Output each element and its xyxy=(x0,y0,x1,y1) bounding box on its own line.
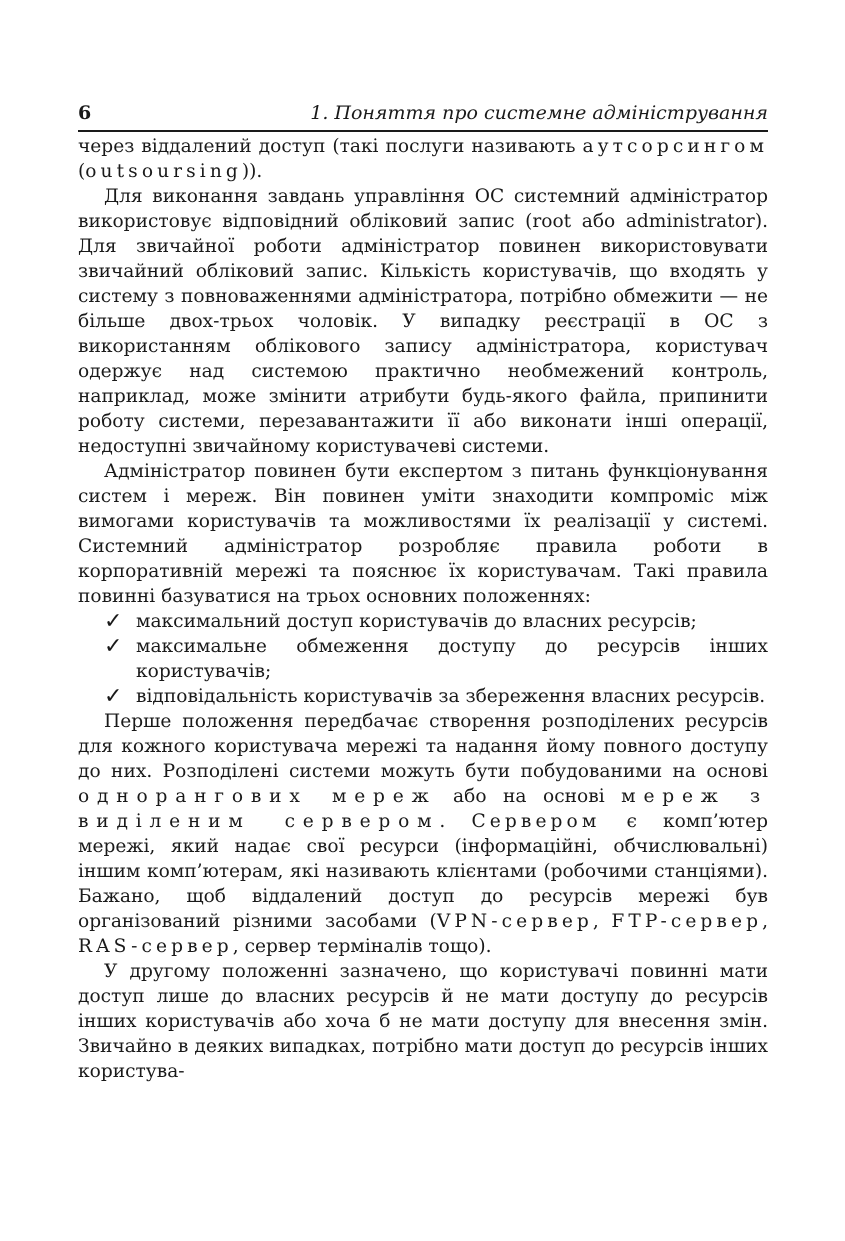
term-vpn-server: VPN-сервер xyxy=(436,911,593,932)
text-fragment: )). xyxy=(241,161,263,182)
term-server: Сервером xyxy=(471,811,601,832)
list-item xyxy=(104,609,768,634)
principles-list xyxy=(78,609,768,709)
list-item-text: відповідальність користувачів за збереження власних ресурсів. xyxy=(136,686,766,707)
term-outsourcing-en: outsoursing xyxy=(85,161,242,182)
list-item-text: максимальне обмеження доступу до ресурсів інших користувачів; xyxy=(136,636,768,682)
list-item-text: максимальний доступ користувачів до власних ресурсів; xyxy=(136,611,697,632)
text-fragment: , xyxy=(592,911,612,932)
running-header xyxy=(78,100,768,132)
term-server-networks: мереж з виділеним сервером xyxy=(78,786,768,832)
text-fragment: Перше положення передбачає створення розподілених ресурсів для кожного користувача мережі та надання йому повного доступу до них. Розподілені системи можуть бути побудованими на основі xyxy=(78,711,768,782)
list-item xyxy=(104,634,768,684)
paragraph-admin-account: Для виконання завдань управління ОС системний адміністратор використовує відповідний обліковий запис (root або administrator). Для звичайної роботи адміністратор повинен використовувати звичайний обліковий запис. Кількість користувачів, що входять у систему з повноваженнями адміністратора, потрібно обмежити — не більше двох-трьох чоловік. У випадку реєстрації в ОС з використанням облікового запису адміністратора, користувач одержує над системою практично необмежений контроль, наприклад, може змінити атрибути будь-якого файла, припинити роботу системи, перезавантажити її або виконати інші операції, недоступні звичайному користувачеві системи. xyxy=(78,186,768,457)
text-fragment: через віддалений доступ (такі послуги називають xyxy=(78,136,583,157)
paragraph-first-principle xyxy=(78,709,768,959)
paragraph-admin-expert: Адміністратор повинен бути експертом з питань функціонування систем і мереж. Він повинен уміти знаходити компроміс між вимогами користувачів та можливостями їх реалізації у системі. Системний адміністратор розробляє правила роботи в корпоративній мережі та пояснює їх користувачам. Такі правила повинні базуватися на трьох основних положеннях: xyxy=(78,461,768,607)
text-fragment: ( xyxy=(78,161,86,182)
page-number: 6 xyxy=(78,102,92,124)
paragraph-second-principle: У другому положенні зазначено, що користувачі повинні мати доступ лише до власних ресурсів й не мати доступу до ресурсів інших користувачів або хоча б не мати доступу для внесення змін. Звичайно в деяких випадках, потрібно мати доступ до ресурсів інших користува- xyxy=(78,961,768,1082)
term-peer-networks: однорангових мереж xyxy=(78,786,437,807)
body-text xyxy=(78,134,768,1084)
term-ras-server: RAS-сервер xyxy=(78,936,233,957)
term-outsourcing-ua: аутсорсингом xyxy=(582,136,768,157)
chapter-title: 1. Поняття про системне адміністрування xyxy=(310,102,768,124)
text-fragment: або на основі xyxy=(436,786,622,807)
text-fragment: , сервер терміналів тощо). xyxy=(232,936,492,957)
text-fragment: , xyxy=(762,911,768,932)
checkmark-icon: ✓ xyxy=(104,684,123,709)
list-item xyxy=(104,684,768,709)
document-page xyxy=(78,100,768,1084)
term-ftp-server: FTP-сервер xyxy=(611,911,763,932)
text-fragment: є комп’ютер мережі, який надає свої ресурси (інформаційні, обчислювальні) іншим комп’ютерам, які називають клієнтами (робочими станціями). Бажано, щоб віддалений доступ до ресурсів мережі був організований різними засобами ( xyxy=(78,811,769,932)
text-fragment: . xyxy=(439,811,472,832)
paragraph-outsourcing xyxy=(78,134,768,184)
checkmark-icon: ✓ xyxy=(104,609,123,634)
checkmark-icon: ✓ xyxy=(104,634,123,659)
